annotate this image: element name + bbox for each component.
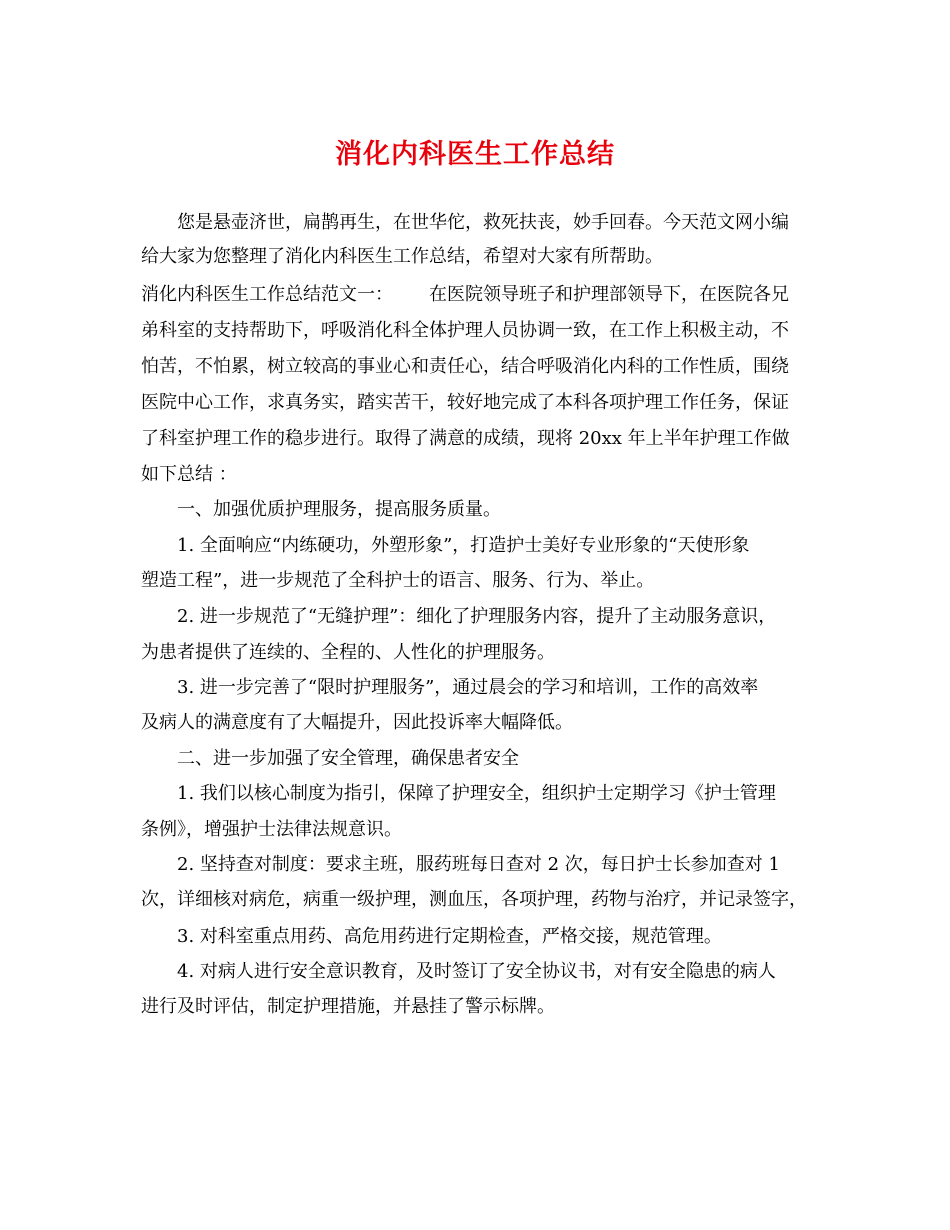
paragraph-line: 4. 对病人进行安全意识教育，及时签订了安全协议书，对有安全隐患的病人 xyxy=(177,961,776,982)
paragraph-line: 条例》，增强护士法律法规意识。 xyxy=(141,819,402,840)
paragraph-line: 医院中心工作，求真务实，踏实苦干，较好地完成了本科各项护理工作任务，保证 xyxy=(141,392,789,413)
paragraph-line: 塑造工程”，进一步规范了全科护士的语言、服务、行为、举止。 xyxy=(141,570,655,591)
sample-heading: 消化内科医生工作总结范文一： xyxy=(141,284,393,305)
paragraph-line: 为患者提供了连续的、全程的、人性化的护理服务。 xyxy=(141,642,555,663)
paragraph-line: 弟科室的支持帮助下，呼吸消化科全体护理人员协调一致，在工作上积极主动，不 xyxy=(141,320,789,341)
paragraph-line: 1. 全面响应“内练硬功，外塑形象”，打造护士美好专业形象的“天使形象 xyxy=(177,535,750,556)
paragraph-line-with-heading xyxy=(141,284,789,306)
paragraph-line: 次，详细核对病危，病重一级护理，测血压，各项护理，药物与治疗，并记录签字， xyxy=(141,889,807,910)
paragraph-text: 在医院领导班子和护理部领导下，在医院各兄 xyxy=(429,284,789,305)
section-heading: 一、加强优质护理服务，提高服务质量。 xyxy=(177,499,501,520)
paragraph-line: 及病人的满意度有了大幅提升，因此投诉率大幅降低。 xyxy=(141,712,573,733)
paragraph-line: 给大家为您整理了消化内科医生工作总结，希望对大家有所帮助。 xyxy=(141,246,663,267)
section-heading: 二、进一步加强了安全管理，确保患者安全 xyxy=(177,748,519,769)
paragraph-line: 如下总结 ： xyxy=(141,464,237,485)
paragraph-line: 1. 我们以核心制度为指引，保障了护理安全，组织护士定期学习《护士管理 xyxy=(177,783,776,804)
paragraph-line: 您是悬壶济世，扁鹊再生，在世华佗，救死扶丧，妙手回春。今天范文网小编 xyxy=(177,212,789,233)
paragraph-line: 进行及时评估，制定护理措施，并悬挂了警示标牌。 xyxy=(141,996,555,1017)
paragraph-line: 了科室护理工作的稳步进行。取得了满意的成绩，现将 20xx 年上半年护理工作做 xyxy=(141,428,790,449)
page-title: 消化内科医生工作总结 xyxy=(335,139,615,170)
paragraph-line: 2. 坚持查对制度：要求主班，服药班每日查对 2 次，每日护士长参加查对 1 xyxy=(177,854,780,875)
paragraph-line: 3. 进一步完善了“限时护理服务”，通过晨会的学习和培训，工作的高效率 xyxy=(177,677,759,698)
paragraph-line: 2. 进一步规范了“无缝护理”：细化了护理服务内容，提升了主动服务意识， xyxy=(177,606,777,627)
paragraph-line: 3. 对科室重点用药、高危用药进行定期检查，严格交接，规范管理。 xyxy=(177,926,722,947)
paragraph-line: 怕苦，不怕累，树立较高的事业心和责任心，结合呼吸消化内科的工作性质，围绕 xyxy=(141,356,789,377)
